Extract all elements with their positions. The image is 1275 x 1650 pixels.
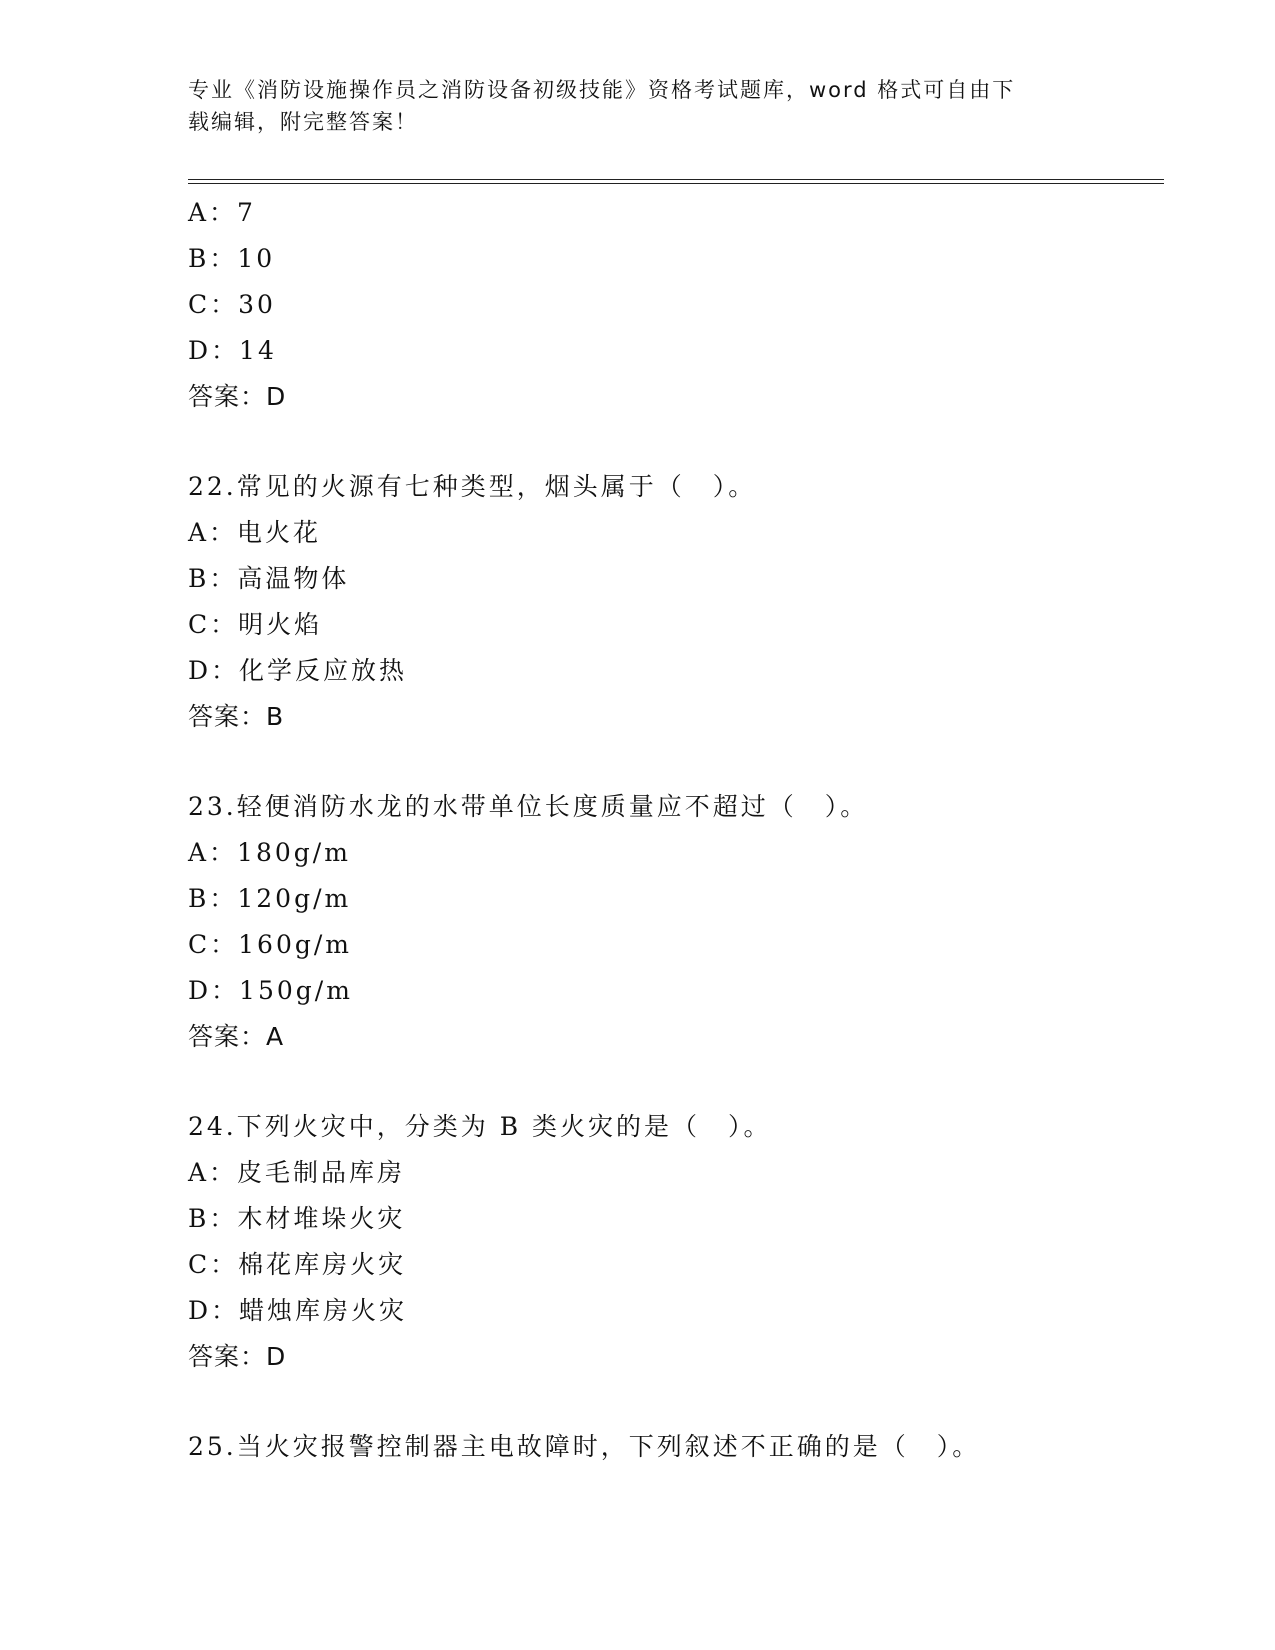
option-b: B：120g/m xyxy=(188,884,352,913)
question-text: 24.下列火灾中，分类为 B 类火灾的是（ ）。 xyxy=(188,1112,772,1141)
option-c: C：明火焰 xyxy=(188,610,323,639)
option-b: B：高温物体 xyxy=(188,564,350,593)
question-text: 25.当火灾报警控制器主电故障时，下列叙述不正确的是（ ）。 xyxy=(188,1432,981,1461)
option-d: D：14 xyxy=(188,336,277,365)
question-block-21 xyxy=(188,190,1168,420)
question-block-23 xyxy=(188,784,1168,1060)
answer-line: 答案：A xyxy=(188,1022,285,1051)
option-b: B：10 xyxy=(188,244,276,273)
question-text: 23.轻便消防水龙的水带单位长度质量应不超过（ ）。 xyxy=(188,792,869,821)
question-text: 22.常见的火源有七种类型，烟头属于（ ）。 xyxy=(188,472,757,501)
option-c: C：棉花库房火灾 xyxy=(188,1250,407,1279)
option-d: D：150g/m xyxy=(188,976,353,1005)
header-line-2: 载编辑，附完整答案！ xyxy=(188,110,418,134)
option-a: A：电火花 xyxy=(188,518,322,547)
answer-line: 答案：D xyxy=(188,382,287,411)
option-b: B：木材堆垛火灾 xyxy=(188,1204,406,1233)
question-block-25 xyxy=(188,1424,1168,1470)
option-c: C：160g/m xyxy=(188,930,352,959)
header-line-1: 专业《消防设施操作员之消防设备初级技能》资格考试题库，word 格式可自由下 xyxy=(188,78,1016,102)
option-d: D：化学反应放热 xyxy=(188,656,408,685)
question-list xyxy=(188,190,1168,1470)
option-a: A：180g/m xyxy=(188,838,351,867)
header-divider-bottom xyxy=(188,183,1164,184)
answer-line: 答案：D xyxy=(188,1342,287,1371)
document-header xyxy=(188,74,1078,138)
option-c: C：30 xyxy=(188,290,276,319)
option-a: A：7 xyxy=(188,198,256,227)
option-d: D：蜡烛库房火灾 xyxy=(188,1296,408,1325)
answer-line: 答案：B xyxy=(188,702,285,731)
header-divider-top xyxy=(188,179,1164,180)
question-block-24 xyxy=(188,1104,1168,1380)
question-block-22 xyxy=(188,464,1168,740)
option-a: A：皮毛制品库房 xyxy=(188,1158,406,1187)
